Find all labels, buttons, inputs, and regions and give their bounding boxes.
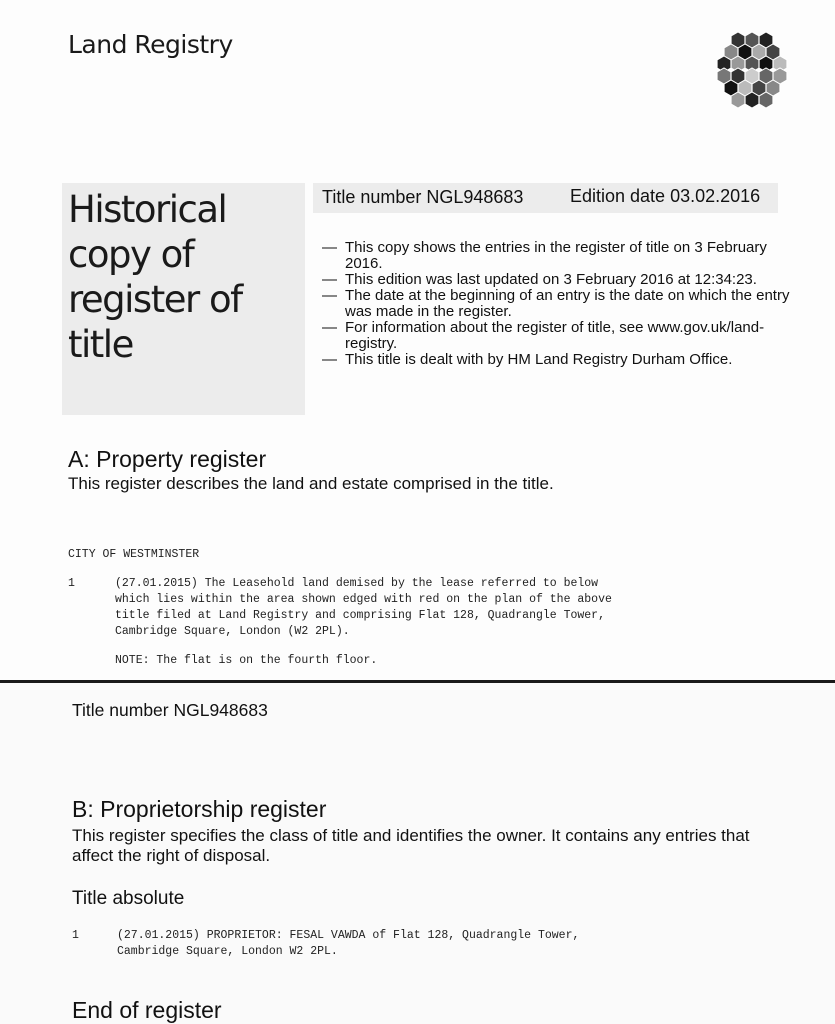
entry-note: NOTE: The flat is on the fourth floor.	[115, 654, 378, 667]
title-number: Title number NGL948683	[322, 187, 524, 207]
end-of-register: End of register	[72, 997, 222, 1023]
note-item: — The date at the beginning of an entry is the date on which the entry was made in the register.	[322, 288, 792, 320]
logo-hexagon	[745, 92, 759, 108]
logo-hexagon	[759, 92, 773, 108]
note-item: — This copy shows the entries in the register of title on 3 February 2016.	[322, 240, 792, 272]
entry-number: 1	[68, 577, 75, 590]
note-item: — For information about the register of title, see www.gov.uk/land-registry.	[322, 320, 792, 352]
register-notes	[322, 240, 792, 368]
org-name: Land Registry	[68, 30, 233, 59]
district-name: CITY OF WESTMINSTER	[68, 548, 200, 561]
entry-number: 1	[72, 929, 79, 942]
edition-date: Edition date 03.02.2016	[570, 186, 761, 206]
class-of-title: Title absolute	[72, 888, 185, 909]
property-register-description: This register describes the land and estate comprised in the title.	[68, 474, 554, 493]
logo-hexagon	[731, 92, 745, 108]
entry-text: (27.01.2015) PROPRIETOR: FESAL VAWDA of Flat 128, Quadrangle Tower, Cambridge Square, London W2 2PL.	[117, 929, 580, 958]
note-item: — This title is dealt with by HM Land Registry Durham Office.	[322, 352, 792, 368]
property-register-heading: A: Property register	[68, 446, 267, 472]
document-title: Historical copy of register of title	[68, 188, 242, 366]
proprietorship-register-description: This register specifies the class of title and identifies the owner. It contains any entries that affect the right of disposal.	[72, 826, 750, 865]
land-registry-hexagon-logo-icon	[708, 30, 798, 114]
note-item: — This edition was last updated on 3 February 2016 at 12:34:23.	[322, 272, 792, 288]
proprietorship-register-heading: B: Proprietorship register	[72, 796, 327, 822]
entry-text: (27.01.2015) The Leasehold land demised by the lease referred to below which lies within the area shown edged with red on the plan of the above title filed at Land Registry and comprising Flat 128, Quadrangle Tower, Cambridge Square, London (W2 2PL).	[115, 577, 612, 638]
page2-title-number: Title number NGL948683	[72, 700, 268, 720]
